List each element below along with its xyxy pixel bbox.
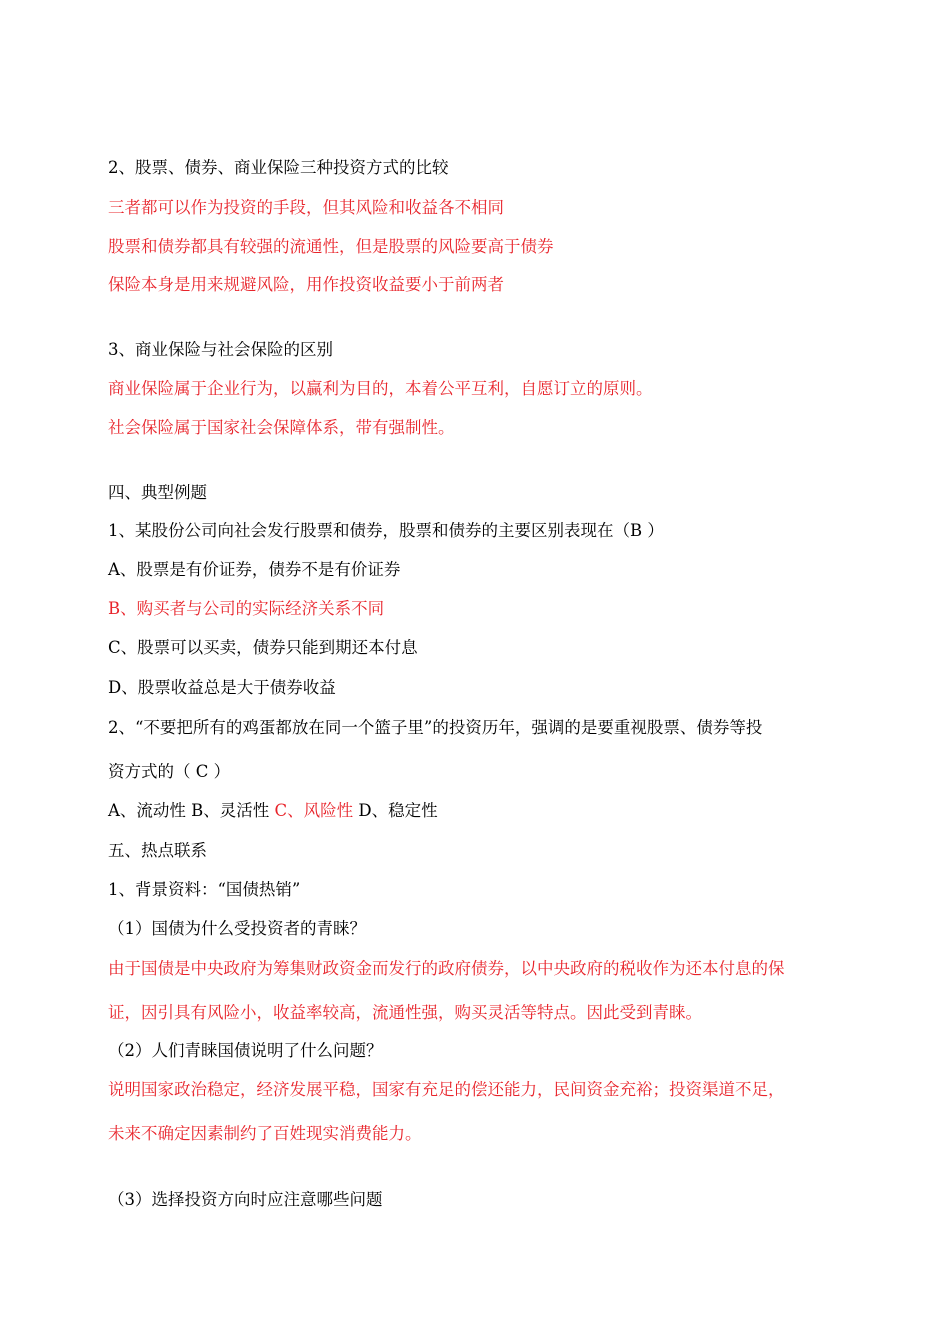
question-1-stem: 1、某股份公司向社会发行股票和债券，股票和债券的主要区别表现在（B ） bbox=[108, 521, 664, 540]
background-material: 1、背景资料：“国债热销” bbox=[108, 880, 301, 899]
section-2-answer-3: 保险本身是用来规避风险，用作投资收益要小于前两者 bbox=[108, 275, 504, 294]
question-2-stem-line-2: 资方式的（ C ） bbox=[108, 762, 231, 781]
question-2-option-c: C、风险性 bbox=[274, 801, 354, 820]
question-1-option-d: D、股票收益总是大于债券收益 bbox=[108, 678, 336, 697]
section-2-answer-2: 股票和债券都具有较强的流通性，但是股票的风险要高于债券 bbox=[108, 237, 554, 256]
section-2-answer-1: 三者都可以作为投资的手段，但其风险和收益各不相同 bbox=[108, 198, 504, 217]
question-1-option-c: C、股票可以买卖，债券只能到期还本付息 bbox=[108, 638, 418, 657]
section-3-answer-2: 社会保险属于国家社会保障体系，带有强制性。 bbox=[108, 418, 455, 437]
section-3-answer-1: 商业保险属于企业行为，以赢利为目的，本着公平互利，自愿订立的原则。 bbox=[108, 379, 653, 398]
section-3-heading: 3、商业保险与社会保险的区别 bbox=[108, 340, 333, 359]
question-2-stem-line-1: 2、“不要把所有的鸡蛋都放在同一个篮子里”的投资历年，强调的是要重视股票、债券等投 bbox=[108, 718, 763, 737]
question-1-option-b: B、购买者与公司的实际经济关系不同 bbox=[108, 599, 385, 618]
hotspot-answer-2-line-2: 未来不确定因素制约了百姓现实消费能力。 bbox=[108, 1124, 422, 1143]
section-2-heading: 2、股票、债券、商业保险三种投资方式的比较 bbox=[108, 158, 449, 177]
hotspot-answer-1-line-1: 由于国债是中央政府为筹集财政资金而发行的政府债券，以中央政府的税收作为还本付息的保 bbox=[108, 959, 785, 978]
hotspot-heading: 五、热点联系 bbox=[108, 841, 207, 860]
hotspot-question-3: （3）选择投资方向时应注意哪些问题 bbox=[108, 1190, 383, 1209]
question-1-option-a: A、股票是有价证券，债券不是有价证券 bbox=[108, 560, 401, 579]
question-2-option-d: D、稳定性 bbox=[353, 801, 438, 820]
hotspot-question-2: （2）人们青睐国债说明了什么问题？ bbox=[108, 1041, 383, 1060]
examples-heading: 四、典型例题 bbox=[108, 483, 207, 502]
question-2-options bbox=[108, 800, 850, 822]
hotspot-answer-1-line-2: 证，因引具有风险小，收益率较高，流通性强，购买灵活等特点。因此受到青睐。 bbox=[108, 1003, 702, 1022]
question-2-options-a-b: A、流动性 B、灵活性 bbox=[108, 801, 275, 820]
hotspot-question-1: （1）国债为什么受投资者的青睐？ bbox=[108, 919, 366, 938]
hotspot-answer-2-line-1: 说明国家政治稳定，经济发展平稳，国家有充足的偿还能力，民间资金充裕；投资渠道不足， bbox=[108, 1080, 785, 1099]
